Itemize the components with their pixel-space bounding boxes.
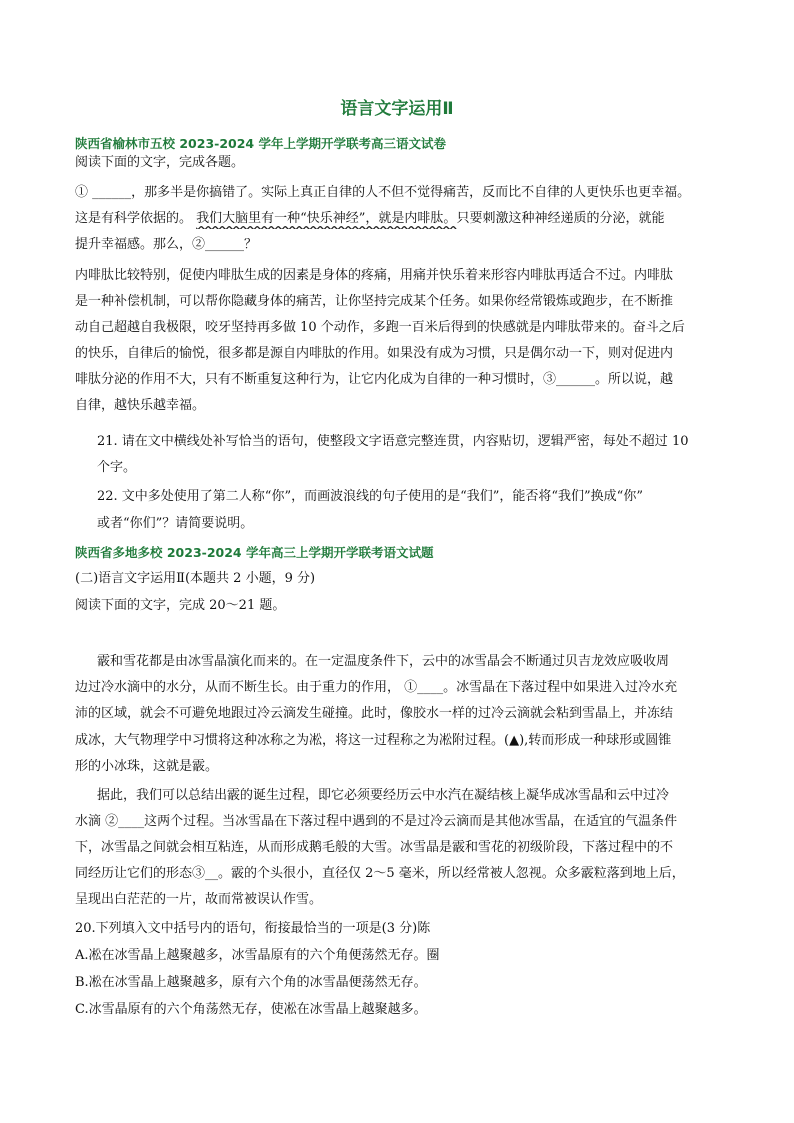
option-a: A.凇在冰雪晶上越聚越多，冰雪晶原有的六个角便荡然无存。圈	[75, 948, 440, 963]
question-20: 20.下列填入文中括号内的语句，衔接最恰当的一项是(3 分)陈	[75, 921, 431, 936]
s1-passage1-line1: ① ______，那多半是你搞错了。实际上真正自律的人不但不觉得痛苦，反而比不自律的人更快乐也更幸福。	[75, 185, 691, 200]
question-22-line1: 22. 文中多处使用了第二人称“你”，而画波浪线的句子使用的是“我们”，能否将“我们”换成“你”	[97, 489, 643, 504]
s2-passage1-line: 霰和雪花都是由冰雪晶演化而来的。在一定温度条件下，云中的冰雪晶会不断通过贝吉龙效应吸收周	[97, 654, 670, 669]
s2-passage2-line: 据此，我们可以总结出霰的诞生过程，即它必须要经历云中水汽在凝结核上凝华成冰雪晶和云中过冷	[97, 788, 670, 803]
s2-passage2-line: 下，冰雪晶之间就会相互粘连，从而形成鹅毛般的大雪。冰雪晶是霰和雪花的初级阶段，下落过程中的不	[75, 840, 674, 855]
section1-instruction: 阅读下面的文字，完成各题。	[75, 155, 245, 170]
s2-passage2-line: 呈现出白茫茫的一片，故而常被误认作雪。	[75, 892, 323, 907]
s1-passage1-line2	[75, 209, 725, 229]
s1-passage2-line: 内啡肽比较特别，促使内啡肽生成的因素是身体的疼痛，用痛并快乐着来形容内啡肽再适合不过。内啡肽	[75, 268, 674, 283]
s1-p1-l2-a: 这是有科学依据的。	[75, 211, 197, 226]
s1-passage2-line: 自律，越快乐越幸福。	[75, 398, 206, 413]
section2-instruction: 阅读下面的文字，完成 20～21 题。	[75, 598, 286, 613]
s1-passage2-line: 是一种补偿机制，可以帮你隐藏身体的痛苦，让你坚持完成某个任务。如果你经常锻炼或跑步，在不断推	[75, 294, 674, 309]
section2-heading: (二)语言文字运用Ⅱ(本题共 2 小题，9 分)	[75, 571, 316, 586]
section2-source: 陕西省多地多校 2023-2024 学年高三上学期开学联考语文试题	[75, 545, 434, 560]
s1-passage2-line: 啡肽分泌的作用不大，只有不断重复这种行为，让它内化成为自律的一种习惯时，③______。所以说，越	[75, 372, 674, 387]
s2-passage1-line: 成冰，大气物理学中习惯将这种冰称之为凇，将这一过程称之为凇附过程。(▲),转而形成一种球形或圆锥	[75, 733, 672, 748]
s1-passage2-line: 的快乐，自律后的愉悦，很多都是源自内啡肽的作用。如果没有成为习惯，只是偶尔动一下，则对促进内	[75, 346, 674, 361]
s1-p1-l2-c: 只要刺激这种神经递质的分泌，就能	[456, 211, 665, 226]
option-c: C.冰雪晶原有的六个角荡然无存，使凇在冰雪晶上越聚越多。	[75, 1002, 427, 1017]
page-title: 语言文字运用Ⅱ	[340, 99, 454, 119]
question-22-line2: 或者“你们”？请简要说明。	[97, 516, 254, 531]
s2-passage1-line: 边过冷水滴中的水分，从而不断生长。由于重力的作用， ①____。冰雪晶在下落过程中如果进入过冷水充	[75, 680, 678, 695]
s2-passage1-line: 沛的区域，就会不可避免地跟过冷云滴发生碰撞。此时，像胶水一样的过冷云滴就会粘到雪晶上，并冻结	[75, 706, 674, 721]
s2-passage2-line: 同经历让它们的形态③__。霰的个头很小，直径仅 2～5 毫米，所以经常被人忽视。众多霰粒落到地上后，	[75, 866, 685, 881]
option-b: B.凇在冰雪晶上越聚越多，原有六个角的冰雪晶便荡然无存。	[75, 975, 427, 990]
question-21-line2: 个字。	[97, 460, 137, 475]
question-21-line1: 21. 请在文中横线处补写恰当的语句，使整段文字语意完整连贯，内容贴切，逻辑严密，每处不超过 10	[97, 434, 689, 449]
wavy-underlined-sentence: 我们大脑里有一种“快乐神经”，就是内啡肽。	[196, 211, 457, 226]
s2-passage2-line: 水滴 ②____这两个过程。当冰雪晶在下落过程中遇到的不是过冷云滴而是其他冰雪晶，在适宜的气温条件	[75, 814, 678, 829]
s1-passage2-line: 动自己超越自我极限，咬牙坚持再多做 10 个动作，多跑一百米后得到的快感就是内啡肽带来的。奋斗之后	[75, 320, 685, 335]
s1-passage1-line3: 提升幸福感。那么，②______？	[75, 237, 258, 252]
s2-passage1-line: 形的小冰珠，这就是霰。	[75, 759, 219, 774]
section1-source: 陕西省榆林市五校 2023-2024 学年上学期开学联考高三语文试卷	[75, 136, 446, 151]
